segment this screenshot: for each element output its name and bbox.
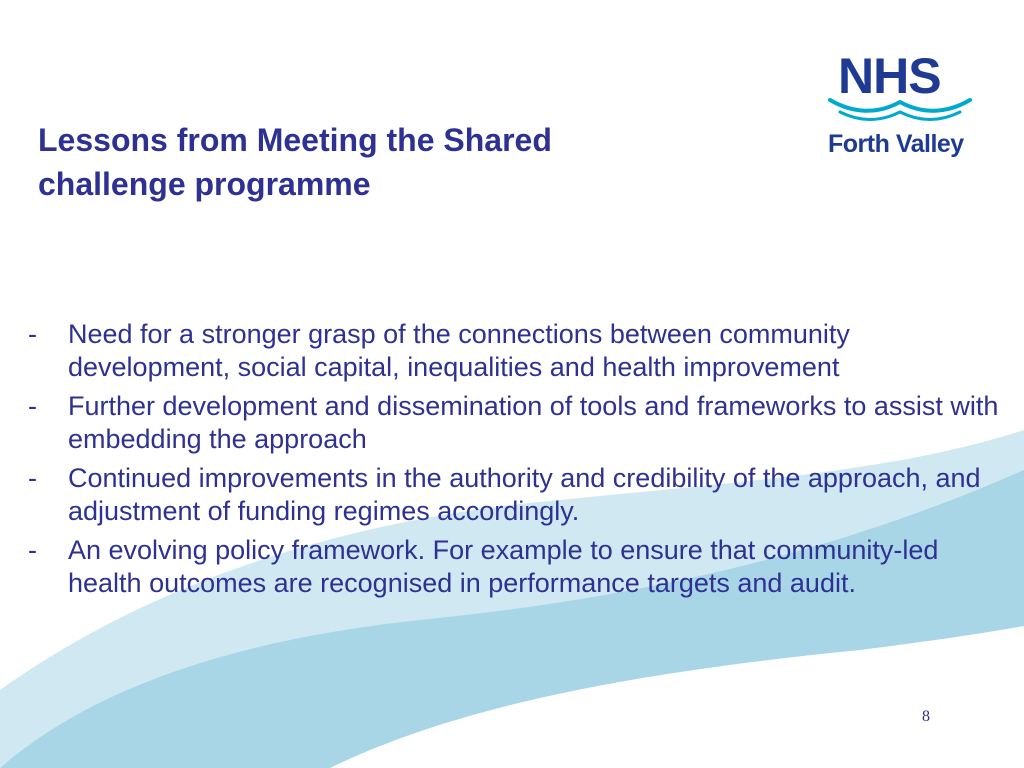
nhs-forth-valley-logo — [826, 48, 976, 168]
logo-wave-top — [830, 100, 970, 111]
bullet-item — [28, 534, 1018, 600]
bullet-text: Further development and dissemination of tools and frameworks to assist with embedding the approach — [68, 391, 999, 454]
logo-waves-icon — [826, 92, 974, 122]
logo-subtitle: Forth Valley — [828, 130, 964, 158]
page-number: 8 — [922, 708, 930, 725]
bullet-dash: - — [28, 319, 37, 349]
bullet-dash: - — [28, 391, 37, 421]
bullet-item — [28, 390, 1018, 456]
bullet-item — [28, 462, 1018, 528]
bullet-list — [28, 318, 1018, 606]
title-line-1: Lessons from Meeting the Shared — [38, 122, 552, 158]
bullet-text: An evolving policy framework. For example to ensure that community-led health outcomes are recognised in performance targets and audit. — [68, 535, 939, 598]
slide-title — [38, 118, 758, 206]
bullet-item — [28, 318, 1018, 384]
logo-nhs-text: NHS — [838, 48, 941, 104]
bullet-text: Continued improvements in the authority and credibility of the approach, and adjustment of funding regimes accordingly. — [68, 463, 981, 526]
title-line-2: challenge programme — [38, 166, 371, 202]
logo-wave-bottom — [840, 112, 960, 120]
bullet-text: Need for a stronger grasp of the connections between community development, social capital, inequalities and health improvement — [68, 319, 850, 382]
bullet-dash: - — [28, 535, 37, 565]
bullet-dash: - — [28, 463, 37, 493]
